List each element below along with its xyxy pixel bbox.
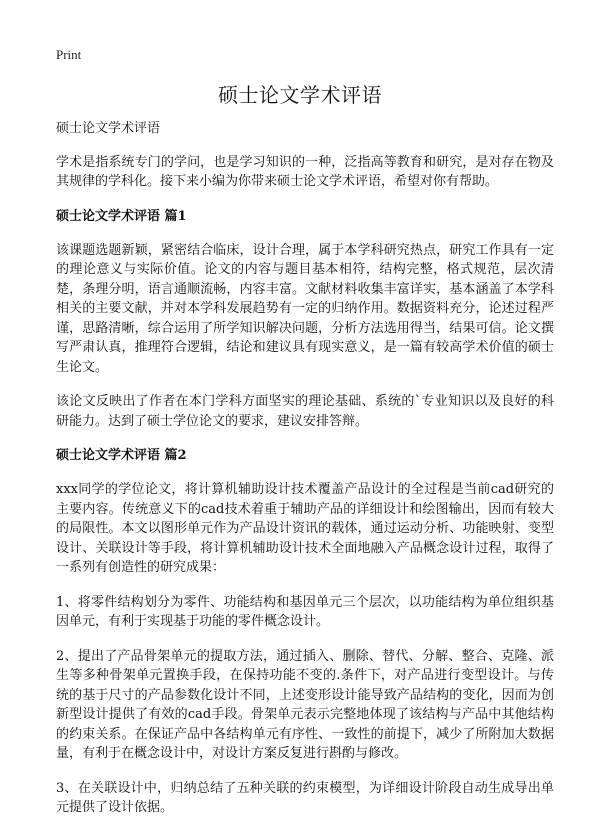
document-body — [56, 119, 554, 833]
section-1-heading: 硕士论文学术评语 篇1 — [56, 208, 187, 224]
page-title: 硕士论文学术评语 — [218, 83, 382, 107]
section-2-paragraph-4: 3、在关联设计中，归纳总结了五种关联的约束模型，为详细设计阶段自动生成导出单元提供了设计依据。 — [56, 780, 554, 815]
section-1-paragraph-2: 该论文反映出了作者在本门学科方面坚实的理论基础、系统的`专业知识以及良好的科研能力。达到了硕士学位论文的要求，建议安排答辩。 — [56, 394, 554, 429]
section-2-paragraph-3: 2、提出了产品骨架单元的提取方法，通过插入、删除、替代、分解、整合、克隆、派生等多种骨架单元置换手段，在保持功能不变的.条件下，对产品进行变型设计。与传统的基于尺寸的产品参数化设计不同，上述变形设计能导致产品结构的变化，因而为创新型设计提供了有效的cad手段。骨架单元表示完整地体现了该结构与产品中其他结构的约束关系。在保证产品中各结构单元有序性、一致性的前提下，减少了所附加大数据量，有利于在概念设计中，对设计方案反复进行斟酌与修改。 — [56, 648, 554, 761]
intro-paragraph: 学术是指系统专门的学问，也是学习知识的一种，泛指高等教育和研究，是对存在物及其规律的学科化。接下来小编为你带来硕士论文学术评语，希望对你有帮助。 — [56, 154, 554, 189]
section-2-paragraph-2: 1、将零件结构划分为零件、功能结构和基因单元三个层次，以功能结构为单位组织基因单元，有利于实现基于功能的零件概念设计。 — [56, 594, 554, 629]
section-2-heading: 硕士论文学术评语 篇2 — [56, 448, 187, 463]
print-link[interactable]: Print — [56, 47, 82, 62]
document-subtitle: 硕士论文学术评语 — [56, 121, 161, 136]
section-1-paragraph-1: 该课题选题新颖，紧密结合临床，设计合理，属于本学科研究热点，研究工作具有一定的理论意义与实际价值。论文的内容与题目基本相符，结构完整，格式规范，层次清楚，条理分明，语言通顺流畅，内容丰富。文献材料收集丰富详实，基本涵盖了本学科相关的主要文献，并对本学科发展趋势有一定的归纳作用。数据资料充分，论述过程严谨，思路清晰，综合运用了所学知识解决问题，分析方法选用得当，结果可信。论文撰写严肃认真，推理符合逻辑，结论和建议具有现实意义，是一篇有较高学术价值的硕士生论文。 — [56, 242, 554, 375]
section-2-paragraph-1: xxx同学的学位论文，将计算机辅助设计技术覆盖产品设计的全过程是当前cad研究的主要内容。传统意义下的cad技术着重于辅助产品的详细设计和绘图输出，因而有较大的局限性。本文以图形单元作为产品设计资讯的载体，通过运动分析、功能映射、变型设计、关联设计等手段，将计算机辅助设计技术全面地融入产品概念设计过程，取得了一系列有创造性的研究成果： — [56, 482, 554, 575]
